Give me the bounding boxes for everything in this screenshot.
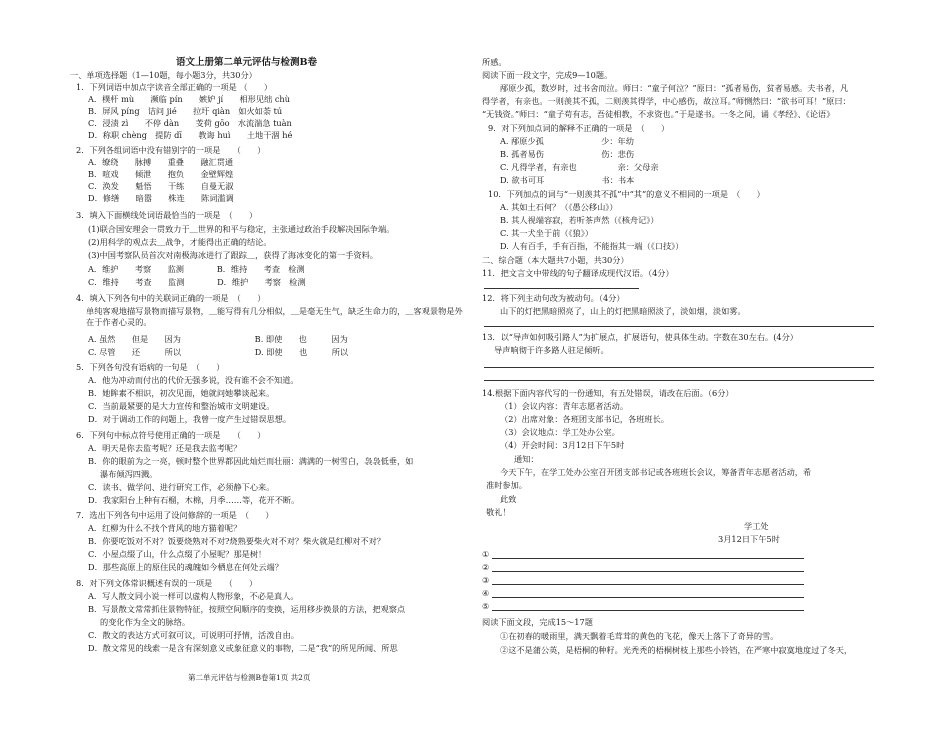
question-9: 9．对下列加点词的解释不正确的一项是 （ ） xyxy=(488,123,670,133)
passage: 单纯客观地描写景物而描写景物，＿能写得有几分相似，＿是毫无生气，缺乏生命力的，＿客观景物是外在于作者心灵的。 xyxy=(86,306,463,327)
option-continued: 瀑布倾泻四溅。 xyxy=(100,469,158,479)
page-footer: 第二单元评估与检测B卷第1页 共2页 xyxy=(188,673,311,682)
option: A. 其如土石何？（《愚公移山》） xyxy=(500,202,618,212)
option: C. 凡得学者，有亲也 亲：父母亲 xyxy=(500,162,659,172)
question-1: 1．下列词语中加点字读音全部正确的一项是 （ ） xyxy=(76,82,273,92)
section-heading: 二、综合题（本大题共7小题，共30分） xyxy=(482,255,629,265)
notice-item: （3）会议地点：学工处办公室。 xyxy=(500,427,620,437)
option: A．他为冲动而付出的代价无强多说，没有谁不会不知道。 xyxy=(88,375,299,385)
answer-line xyxy=(492,558,804,559)
option: D．修缮 暗嚣 株连 陈词滥调 xyxy=(88,193,234,203)
question-11: 11．把文言文中带线的句子翻译成现代汉语。（4分） xyxy=(482,268,674,278)
answer-line xyxy=(484,326,874,327)
option: A．明天是你去监考呢？还是我去监考呢？ xyxy=(88,443,242,453)
option: D. 人有百手，手有百指，不能指其一端（《口技》） xyxy=(500,241,684,251)
classical-passage: “无钱资。”师曰：“童子苟有志，吾徒相教，不求资也。”于是遂书。一冬之间，诵《孝经》、《论语》 xyxy=(482,109,835,119)
classical-passage: 得学者，有亲也。一则羡其不孤，二则羡其得学，中心感伤，故泣耳。”师恻然曰：“欲书可耳！”原曰： xyxy=(482,96,851,106)
answer-line xyxy=(492,584,804,585)
question-3: 3．填入下面横线处词语最恰当的一项是 （ ） xyxy=(76,210,258,220)
correction-2: ② xyxy=(482,562,490,572)
option: D．对于调动工作的问题上，我曾一度产生过错误思想。 xyxy=(88,414,292,424)
question-4: 4．填入下列各句中的关联词正确的一项是 （ ） xyxy=(76,293,266,303)
page-title: 语文上册第二单元评估与检测B卷 xyxy=(176,57,318,68)
option: D．称职 chèng 提防 dī 教诲 huì 土地干涸 hé xyxy=(88,130,293,140)
answer-line xyxy=(492,571,804,572)
classical-passage: 邴原少孤，数岁时，过书舍而泣。师曰：“童子何泣？”原曰：“孤者易伤，贫者易感。夫书者，凡 xyxy=(500,83,849,93)
notice-date: 3月12日下午5时 xyxy=(718,534,780,544)
question-2: 2．下列各组词语中没有错别字的一项是 （ ） xyxy=(76,145,266,155)
option: C．维持 考查 监测 D．维护 考察 检测 xyxy=(88,277,306,287)
option: C．小屋点缀了山，什么点缀了小屋呢？那是树！ xyxy=(88,549,267,559)
option: D．我家阳台上种有石榴，木棉，月季……等，花开不断。 xyxy=(88,495,300,505)
passage-end: 所感。 xyxy=(482,57,507,67)
option: B．你要吃饭对不对？饭要烧熟对不对?烧熟要柴火对不对？柴火就是红柳对不对？ xyxy=(88,536,385,546)
option: B．你的眼前为之一亮，顿时整个世界都因此灿烂而壮丽：满满的一树雪白，袅袅低垂，如 xyxy=(88,456,414,466)
reading-instruction: 阅读下面一段文字，完成9—10题。 xyxy=(482,70,613,80)
paragraph-2: ②这不是蒲公英，是梧桐的种籽。光秃秃的梧桐树枝上那些小铃铛，在严寒中寂寞地度过了冬天， xyxy=(500,645,853,655)
notice-closing: 此致 xyxy=(500,494,517,504)
sentence: (3)中国考察队员首次对南极海冰进行了跟踪＿，获得了海冰变化的第一手资料。 xyxy=(88,250,378,260)
notice-salutation: 敬礼！ xyxy=(486,507,511,517)
question-6: 6．下列句中标点符号使用正确的一项是 （ ） xyxy=(76,430,266,440)
option: C．涣发 魁悟 干练 自曼无淑 xyxy=(88,181,234,191)
option: B．屏风 píng 诘问 jié 拉圩 qiàn 如火如荼 tú xyxy=(88,106,283,116)
option: B. 其人视端容寂，若听茶声然（《核舟记》） xyxy=(500,215,659,225)
option: C．散文的表达方式可叙可议，可说明可抒情，活泼自由。 xyxy=(88,630,299,640)
answer-line xyxy=(484,288,639,289)
notice-heading: 通知： xyxy=(514,454,539,464)
notice-item: （2）出席对象：各班团支部书记，各班班长。 xyxy=(500,414,669,424)
sentence: (2)用科学的观点去＿战争，才能得出正确的结论。 xyxy=(88,237,272,247)
option: A．樸杆 mù 濒临 pín 嫉妒 jí 相形见绌 chù xyxy=(88,94,290,104)
option: A．红柳为什么不找个背风的地方猫着呢？ xyxy=(88,523,242,533)
section-heading: 一、单项选择题（1—10题，每小题3分，共30分） xyxy=(70,70,257,80)
correction-4: ④ xyxy=(482,588,490,598)
option: A．缭绕 脉搏 重叠 融汇贯通 xyxy=(88,157,234,167)
option: A．写人散文同小说一样可以虚构人物形象，不必是真人。 xyxy=(88,591,299,601)
notice-signature: 学工处 xyxy=(744,521,769,531)
option: C．读书、做学问、进行研究工作，必须静下心来。 xyxy=(88,482,275,492)
correction-3: ③ xyxy=(482,575,490,585)
correction-5: ⑤ xyxy=(482,601,490,611)
question-13: 13．以“导声如何吸引路人”为扩展点，扩展语句，使具体生动。字数在30左右。(4分） xyxy=(482,332,798,342)
option: B．喧戏 倾泄 抱负 金壁辉煌 xyxy=(88,169,234,179)
option: B．她眸素不相识，初次见面，她就问她攀谈起来。 xyxy=(88,388,275,398)
sentence: (1)联合国安理会一贯致力于＿世界的和平与稳定，主张通过政治手段解决国际争端。 xyxy=(88,224,395,234)
question-12: 12．将下列主动句改为被动句。（4分） xyxy=(482,293,625,303)
reading-instruction: 阅读下面文段，完成15～17题 xyxy=(482,617,593,627)
correction-1: ① xyxy=(482,549,490,559)
question-14: 14.根据下面内容代写的一份通知，有五处错误，请改在后面。（6分） xyxy=(482,388,734,398)
sentence: 导声响彻于许多路人驻足倾听。 xyxy=(494,345,609,355)
option: D．散文常见的线索一是含有深刻意义或象征意义的事物，二是“我”的所见所闻、所思 xyxy=(88,643,398,653)
notice-item: （1）会议内容：青年志愿者活动。 xyxy=(500,401,629,411)
option: B．写景散文常常抓住景物特征，按照空间顺序的变换，运用移步换景的方法，把观察点 xyxy=(88,604,406,614)
option: A．维护 考察 监测 B．维持 考查 检测 xyxy=(88,264,305,274)
option: C. 其一犬坐于前（《狼》） xyxy=(500,228,594,238)
answer-line xyxy=(484,367,874,368)
option: A. 邴原少孤 少：年幼 xyxy=(500,136,634,146)
option: C. 尽管 还 所以 D. 即使 也 所以 xyxy=(88,347,349,357)
question-5: 5．下列各句没有语病的一句是 （ ） xyxy=(76,362,225,372)
question-10: 10．下列加点的词与“一则羡其不孤”中“其”的意义不相同的一项是 （ ） xyxy=(488,189,765,199)
notice-body: 准时参加。 xyxy=(486,480,527,490)
option: D．那些高原上的原住民的魂魄如今栖息在何处云端？ xyxy=(88,562,283,572)
sentence: 山下的灯把黑暗照亮了，山上的灯把黑暗照淡了，淡如烟，淡如雾。 xyxy=(500,306,746,316)
answer-line xyxy=(484,380,874,381)
notice-body: 今天下午，在学工处办公室召开团支部书记或各班班长会议，筹备青年志愿者活动，希 xyxy=(500,467,812,477)
option: A. 虽然 但是 因为 B. 即使 也 因为 xyxy=(88,334,348,344)
paragraph-1: ①在初春的暖雨里，满天飘着毛茸茸的黄色的飞花，像天上落下了奇异的雪。 xyxy=(500,631,779,641)
question-7: 7．选出下列各句中运用了设问修辞的一项是 （ ） xyxy=(76,510,274,520)
option: D. 欲书可耳 书：书本 xyxy=(500,175,635,185)
answer-line xyxy=(492,597,804,598)
notice-item: （4）开会时间：3月12日下午5时 xyxy=(500,440,625,450)
option-continued: 的变化作为全文的脉络。 xyxy=(100,617,191,627)
question-8: 8．对下列文体常识概述有误的一项是 （ ） xyxy=(76,578,258,588)
option: B. 孤者易伤 伤：悲伤 xyxy=(500,149,635,159)
option: C．浸渍 zì 不停 dàn 芰荷 gōo 水流湍急 tuàn xyxy=(88,118,292,128)
option: C．当前最紧要的是大力宣传和整治城市文明建设。 xyxy=(88,401,275,411)
answer-line xyxy=(492,610,804,611)
